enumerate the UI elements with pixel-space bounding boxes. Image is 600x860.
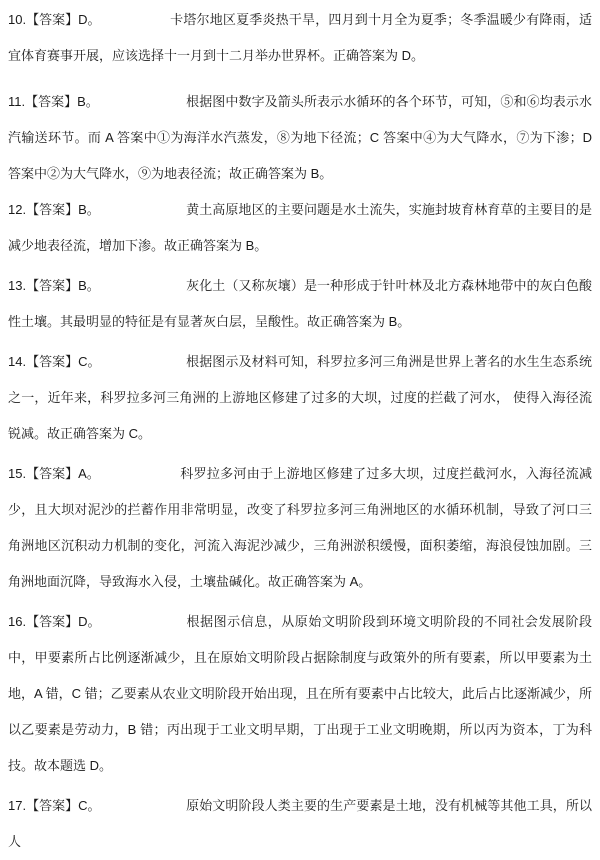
answer-item-13 (8, 268, 592, 340)
answer-label: 13.【答案】B。 (8, 278, 100, 293)
answer-explanation: 黄土高原地区的主要问题是水土流失，实施封坡育林育草的主要目的是减少地表径流，增加下渗。故正确答案为 B。 (8, 202, 592, 253)
answer-label: 11.【答案】B。 (8, 94, 99, 109)
answer-item-11 (8, 84, 592, 192)
answer-item-12 (8, 192, 592, 264)
answer-explanation: 根据图示及材料可知，科罗拉多河三角洲是世界上著名的水生生态系统之一，近年来，科罗拉多河三角洲的上游地区修建了过多的大坝，过度的拦截了河水， 使得入海径流锐减。故正确答案为 C。 (8, 354, 592, 441)
answer-explanation: 原始文明阶段人类主要的生产要素是土地，没有机械等其他工具，所以人 (8, 798, 592, 849)
answer-item-14 (8, 344, 592, 452)
answer-explanation: 灰化土（又称灰壤）是一种形成于针叶林及北方森林地带中的灰白色酸性土壤。其最明显的特征是有显著灰白层，呈酸性。故正确答案为 B。 (8, 278, 592, 329)
answer-label: 16.【答案】D。 (8, 614, 101, 629)
answer-label: 12.【答案】B。 (8, 202, 100, 217)
answer-explanation: 卡塔尔地区夏季炎热干旱，四月到十月全为夏季；冬季温暖少有降雨，适宜体育赛事开展，应该选择十一月到十二月举办世界杯。正确答案为 D。 (8, 12, 592, 63)
answer-label: 17.【答案】C。 (8, 798, 101, 813)
answer-label: 15.【答案】A。 (8, 466, 100, 481)
answer-item-16 (8, 604, 592, 784)
answer-label: 10.【答案】D。 (8, 12, 101, 27)
answer-explanation: 科罗拉多河由于上游地区修建了过多大坝，过度拦截河水，入海径流减少，且大坝对泥沙的拦蓄作用非常明显，改变了科罗拉多河三角洲地区的水循环机制，导致了河口三角洲地区沉积动力机制的变化，河流入海泥沙减少，三角洲淤积缓慢，面积萎缩，海浪侵蚀加剧。三角洲地面沉降，导致海水入侵，土壤盐碱化。故正确答案为 A。 (8, 466, 592, 589)
answer-item-10 (8, 2, 592, 74)
answer-item-15 (8, 456, 592, 600)
answer-item-17 (8, 788, 592, 860)
answer-explanation: 根据图中数字及箭头所表示水循环的各个环节，可知，⑤和⑥均表示水汽输送环节。而 A 答案中①为海洋水汽蒸发，⑧为地下径流；C 答案中④为大气降水，⑦为下渗；D 答案中②为大气降水，⑨为地表径流；故正确答案为 B。 (8, 94, 592, 181)
answer-label: 14.【答案】C。 (8, 354, 101, 369)
answer-explanation: 根据图示信息，从原始文明阶段到环境文明阶段的不同社会发展阶段中，甲要素所占比例逐渐减少，且在原始文明阶段占据除制度与政策外的所有要素，所以甲要素为土地，A 错，C 错；乙要素从农业文明阶段开始出现，且在所有要素中占比较大，此后占比逐渐减少，所以乙要素是劳动力，B 错；丙出现于工业文明早期，丁出现于工业文明晚期，所以丙为资本，丁为科技。故本题选 D。 (8, 614, 592, 773)
